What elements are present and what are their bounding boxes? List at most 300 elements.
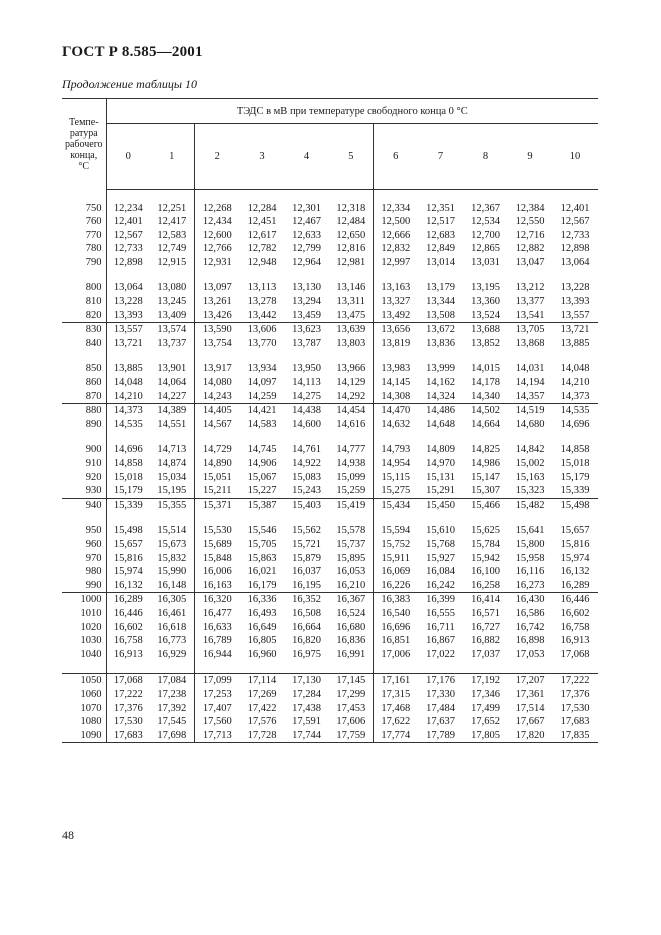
table-row bbox=[62, 621, 598, 635]
emf-value-cell: 13,868 bbox=[515, 337, 545, 349]
emf-value-cell: 15,002 bbox=[515, 458, 545, 469]
column-header: 2 bbox=[194, 124, 240, 190]
emf-value-cell: 14,777 bbox=[336, 444, 366, 456]
emf-value-cell: 12,534 bbox=[471, 216, 500, 228]
emf-value-cell: 15,641 bbox=[515, 525, 545, 537]
emf-value-cell: 13,097 bbox=[194, 281, 240, 295]
emf-value-cell: 12,931 bbox=[194, 256, 240, 270]
emf-value-cell: 14,986 bbox=[471, 458, 500, 469]
emf-value-cell: 17,530 bbox=[560, 702, 590, 714]
corner-line: конца, bbox=[70, 149, 98, 161]
emf-value-cell: 16,320 bbox=[194, 593, 240, 607]
emf-value-cell: 12,567 bbox=[106, 229, 150, 243]
emf-value-cell: 12,766 bbox=[194, 242, 240, 256]
emf-value-cell: 14,405 bbox=[194, 404, 240, 418]
emf-value-cell: 12,268 bbox=[194, 202, 240, 216]
emf-value-cell: 14,373 bbox=[106, 404, 150, 418]
emf-value-cell: 14,227 bbox=[157, 390, 187, 402]
temperature-cell: 840 bbox=[62, 337, 106, 351]
emf-value-cell: 13,393 bbox=[106, 309, 150, 323]
emf-value-cell: 14,048 bbox=[560, 363, 590, 375]
table-row bbox=[62, 362, 598, 376]
emf-value-cell: 16,851 bbox=[373, 634, 418, 648]
emf-value-cell: 12,517 bbox=[426, 216, 455, 228]
temperature-cell: 1090 bbox=[62, 729, 106, 743]
temperature-cell: 830 bbox=[62, 323, 106, 337]
emf-value-cell: 14,954 bbox=[373, 457, 418, 471]
column-header: 10 bbox=[552, 124, 598, 190]
emf-value-cell: 13,819 bbox=[373, 337, 418, 351]
emf-value-cell: 16,461 bbox=[157, 607, 187, 619]
emf-value-cell: 17,759 bbox=[329, 729, 373, 743]
corner-line: °С bbox=[78, 160, 90, 172]
emf-value-cell: 16,242 bbox=[426, 579, 455, 591]
emf-value-cell: 16,100 bbox=[471, 566, 500, 578]
emf-value-cell: 16,820 bbox=[292, 635, 321, 647]
emf-value-cell: 15,371 bbox=[194, 498, 240, 512]
emf-value-cell: 14,438 bbox=[284, 404, 329, 418]
emf-value-cell: 16,383 bbox=[373, 593, 418, 607]
emf-value-cell: 17,053 bbox=[515, 648, 545, 660]
emf-value-cell: 16,727 bbox=[471, 621, 500, 633]
emf-value-cell: 13,393 bbox=[560, 296, 590, 308]
emf-value-cell: 13,999 bbox=[426, 363, 455, 375]
emf-value-cell: 14,210 bbox=[106, 390, 150, 404]
emf-value-cell: 15,291 bbox=[426, 485, 455, 497]
emf-value-cell: 12,997 bbox=[373, 256, 418, 270]
emf-value-cell: 12,733 bbox=[106, 242, 150, 256]
emf-value-cell: 16,540 bbox=[373, 607, 418, 621]
emf-value-cell: 16,805 bbox=[247, 635, 277, 647]
emf-value-cell: 14,535 bbox=[106, 418, 150, 432]
table-row bbox=[62, 390, 598, 404]
emf-value-cell: 16,944 bbox=[194, 648, 240, 662]
table-row bbox=[62, 457, 598, 471]
emf-value-cell: 16,696 bbox=[373, 621, 418, 635]
emf-value-cell: 16,960 bbox=[247, 648, 277, 660]
emf-value-cell: 12,915 bbox=[157, 256, 187, 268]
emf-value-cell: 12,550 bbox=[515, 216, 545, 228]
emf-value-cell: 13,163 bbox=[373, 281, 418, 295]
emf-value-cell: 13,656 bbox=[373, 323, 418, 337]
emf-value-cell: 13,228 bbox=[560, 282, 590, 294]
emf-value-cell: 16,289 bbox=[560, 579, 590, 591]
emf-value-cell: 17,453 bbox=[336, 702, 366, 714]
emf-value-cell: 14,031 bbox=[515, 363, 545, 375]
emf-value-cell: 13,557 bbox=[106, 323, 150, 337]
emf-value-cell: 15,323 bbox=[515, 485, 545, 497]
emf-value-cell: 17,438 bbox=[292, 702, 321, 714]
table-row bbox=[62, 376, 598, 390]
emf-value-cell: 17,068 bbox=[560, 648, 590, 660]
emf-value-cell: 13,852 bbox=[471, 337, 500, 349]
emf-value-cell: 17,376 bbox=[106, 702, 150, 716]
corner-line: ратура bbox=[69, 127, 98, 139]
emf-value-cell: 14,145 bbox=[373, 376, 418, 390]
emf-value-cell: 14,761 bbox=[292, 444, 321, 456]
emf-value-cell: 14,858 bbox=[560, 444, 590, 456]
emf-value-cell: 14,842 bbox=[515, 444, 545, 456]
emf-value-cell: 12,981 bbox=[336, 256, 366, 268]
emf-value-cell: 17,789 bbox=[418, 729, 463, 743]
emf-value-cell: 13,688 bbox=[463, 323, 508, 337]
emf-value-cell: 12,351 bbox=[426, 202, 455, 214]
emf-value-cell: 13,885 bbox=[560, 337, 590, 349]
emf-value-cell: 13,885 bbox=[106, 362, 150, 376]
emf-value-cell: 13,574 bbox=[150, 323, 194, 337]
emf-value-cell: 14,194 bbox=[515, 377, 545, 389]
temperature-cell: 1070 bbox=[62, 702, 106, 716]
emf-value-cell: 13,770 bbox=[247, 337, 277, 349]
emf-value-cell: 17,376 bbox=[560, 688, 590, 700]
emf-value-cell: 16,336 bbox=[240, 593, 284, 607]
emf-value-cell: 13,130 bbox=[292, 282, 321, 294]
emf-value-cell: 17,022 bbox=[426, 648, 455, 660]
emf-value-cell: 14,097 bbox=[247, 377, 277, 389]
temperature-cell: 860 bbox=[62, 376, 106, 390]
emf-value-cell: 15,863 bbox=[247, 552, 277, 564]
emf-value-cell: 16,555 bbox=[426, 607, 455, 619]
emf-value-cell: 15,051 bbox=[194, 471, 240, 485]
emf-value-cell: 16,508 bbox=[292, 607, 321, 619]
emf-value-cell: 16,758 bbox=[106, 634, 150, 648]
emf-value-cell: 13,031 bbox=[471, 256, 500, 268]
emf-value-cell: 14,373 bbox=[560, 390, 590, 402]
emf-value-cell: 13,721 bbox=[106, 337, 150, 351]
emf-value-cell: 15,498 bbox=[106, 524, 150, 538]
emf-value-cell: 16,913 bbox=[106, 648, 150, 662]
emf-value-cell: 15,243 bbox=[292, 485, 321, 497]
emf-value-cell: 14,745 bbox=[247, 444, 277, 456]
emf-value-cell: 12,666 bbox=[373, 229, 418, 243]
emf-value-cell: 16,493 bbox=[247, 607, 277, 619]
temperature-cell: 1000 bbox=[62, 593, 106, 607]
emf-value-cell: 14,129 bbox=[336, 377, 366, 389]
emf-value-cell: 14,809 bbox=[426, 444, 455, 456]
emf-value-cell: 14,519 bbox=[508, 404, 552, 418]
emf-value-cell: 17,161 bbox=[373, 674, 418, 688]
emf-value-cell: 17,728 bbox=[240, 729, 284, 743]
emf-value-cell: 16,414 bbox=[463, 593, 508, 607]
emf-value-cell: 15,816 bbox=[106, 552, 150, 566]
table-row bbox=[62, 674, 598, 688]
emf-value-cell: 13,064 bbox=[106, 281, 150, 295]
emf-value-cell: 12,434 bbox=[194, 215, 240, 229]
column-header: 3 bbox=[240, 124, 284, 190]
emf-value-cell: 17,484 bbox=[426, 702, 455, 714]
emf-value-cell: 17,130 bbox=[284, 674, 329, 688]
emf-value-cell: 14,713 bbox=[157, 444, 187, 456]
emf-value-cell: 17,407 bbox=[194, 702, 240, 716]
emf-value-cell: 15,067 bbox=[247, 471, 277, 483]
emf-value-cell: 12,948 bbox=[247, 256, 277, 268]
table-row bbox=[62, 242, 598, 256]
emf-value-cell: 12,882 bbox=[515, 243, 545, 255]
emf-value-cell: 17,299 bbox=[336, 688, 366, 700]
table-row bbox=[62, 202, 598, 216]
emf-value-cell: 13,475 bbox=[336, 309, 366, 321]
corner-line: Темпе- bbox=[68, 116, 99, 128]
emf-value-cell: 16,226 bbox=[373, 579, 418, 593]
emf-value-cell: 17,222 bbox=[552, 674, 598, 688]
temperature-cell: 1060 bbox=[62, 688, 106, 702]
emf-value-cell: 13,294 bbox=[292, 296, 321, 308]
emf-value-cell: 15,307 bbox=[471, 485, 500, 497]
emf-value-cell: 13,195 bbox=[471, 282, 500, 294]
emf-value-cell: 15,179 bbox=[106, 484, 150, 498]
emf-value-cell: 13,179 bbox=[426, 282, 455, 294]
emf-value-cell: 16,991 bbox=[336, 648, 366, 660]
emf-value-cell: 15,275 bbox=[373, 484, 418, 498]
emf-value-cell: 16,305 bbox=[150, 593, 194, 607]
emf-value-cell: 13,047 bbox=[515, 256, 545, 268]
emf-value-cell: 15,482 bbox=[508, 498, 552, 512]
emf-value-cell: 12,251 bbox=[157, 202, 187, 214]
emf-value-cell: 15,211 bbox=[194, 484, 240, 498]
emf-value-cell: 13,803 bbox=[336, 337, 366, 349]
emf-value-cell: 14,064 bbox=[157, 377, 187, 389]
emf-value-cell: 16,898 bbox=[515, 635, 545, 647]
temperature-cell: 1080 bbox=[62, 715, 106, 729]
emf-value-cell: 15,147 bbox=[471, 471, 500, 483]
emf-value-cell: 14,470 bbox=[373, 404, 418, 418]
emf-value-cell: 15,115 bbox=[373, 471, 418, 485]
emf-value-cell: 16,084 bbox=[426, 566, 455, 578]
emf-value-cell: 16,021 bbox=[247, 566, 277, 578]
emf-value-cell: 15,958 bbox=[515, 552, 545, 564]
emf-value-cell: 14,389 bbox=[150, 404, 194, 418]
emf-value-cell: 12,964 bbox=[292, 256, 321, 268]
emf-span-header: ТЭДС в мВ при температуре свободного конца 0 °С bbox=[106, 99, 598, 124]
emf-value-cell: 14,583 bbox=[247, 418, 277, 430]
page-number: 48 bbox=[62, 828, 74, 842]
emf-value-cell: 13,787 bbox=[292, 337, 321, 349]
emf-value-cell: 12,650 bbox=[336, 229, 366, 241]
emf-value-cell: 17,774 bbox=[373, 729, 418, 743]
emf-value-cell: 15,974 bbox=[560, 552, 590, 564]
emf-value-cell: 17,698 bbox=[150, 729, 194, 743]
emf-value-cell: 15,498 bbox=[552, 498, 598, 512]
temperature-cell: 900 bbox=[62, 443, 106, 457]
emf-value-cell: 13,672 bbox=[418, 323, 463, 337]
table-row bbox=[62, 484, 598, 498]
emf-value-cell: 15,911 bbox=[373, 552, 418, 566]
emf-value-cell: 12,633 bbox=[292, 229, 321, 241]
emf-value-cell: 17,176 bbox=[418, 674, 463, 688]
emf-value-cell: 15,339 bbox=[106, 498, 150, 512]
emf-value-cell: 12,567 bbox=[560, 216, 590, 228]
table-row bbox=[62, 715, 598, 729]
emf-value-cell: 14,648 bbox=[426, 418, 455, 430]
emf-value-cell: 13,409 bbox=[157, 309, 187, 321]
emf-value-cell: 17,683 bbox=[106, 729, 150, 743]
emf-value-cell: 14,340 bbox=[471, 390, 500, 402]
emf-value-cell: 15,752 bbox=[373, 538, 418, 552]
emf-value-cell: 15,530 bbox=[194, 524, 240, 538]
emf-value-cell: 13,950 bbox=[292, 363, 321, 375]
emf-value-cell: 12,849 bbox=[426, 243, 455, 255]
emf-value-cell: 15,018 bbox=[106, 471, 150, 485]
emf-value-cell: 16,132 bbox=[106, 579, 150, 593]
emf-value-cell: 17,068 bbox=[106, 674, 150, 688]
emf-value-cell: 14,015 bbox=[471, 363, 500, 375]
emf-value-cell: 14,874 bbox=[157, 458, 187, 469]
emf-value-cell: 16,975 bbox=[292, 648, 321, 660]
emf-value-cell: 17,084 bbox=[150, 674, 194, 688]
emf-value-cell: 15,083 bbox=[292, 471, 321, 483]
emf-value-cell: 13,917 bbox=[194, 362, 240, 376]
table-row bbox=[62, 498, 598, 512]
emf-value-cell: 16,446 bbox=[552, 593, 598, 607]
column-header: 9 bbox=[508, 124, 552, 190]
temperature-cell: 910 bbox=[62, 457, 106, 471]
emf-value-cell: 15,657 bbox=[560, 525, 590, 537]
table-row bbox=[62, 579, 598, 593]
temperature-cell: 1020 bbox=[62, 621, 106, 635]
emf-value-cell: 17,468 bbox=[373, 702, 418, 716]
emf-value-cell: 15,434 bbox=[373, 498, 418, 512]
emf-value-cell: 16,773 bbox=[157, 635, 187, 647]
emf-value-cell: 16,446 bbox=[106, 607, 150, 621]
emf-value-cell: 15,387 bbox=[240, 498, 284, 512]
emf-value-cell: 16,882 bbox=[471, 635, 500, 647]
emf-value-cell: 13,344 bbox=[426, 296, 455, 308]
table-row bbox=[62, 229, 598, 243]
temperature-cell: 920 bbox=[62, 471, 106, 485]
emf-value-cell: 12,318 bbox=[336, 202, 366, 214]
emf-value-cell: 15,259 bbox=[336, 485, 366, 497]
emf-value-cell: 12,583 bbox=[157, 229, 187, 241]
emf-value-cell: 13,113 bbox=[247, 282, 277, 294]
emf-value-cell: 12,799 bbox=[292, 243, 321, 255]
emf-value-cell: 17,330 bbox=[426, 688, 455, 700]
table-continuation-caption: Продолжение таблицы 10 bbox=[62, 77, 198, 91]
emf-value-cell: 13,064 bbox=[560, 256, 590, 268]
emf-value-cell: 16,711 bbox=[426, 621, 455, 633]
temperature-cell: 980 bbox=[62, 565, 106, 579]
table-row bbox=[62, 648, 598, 662]
emf-value-cell: 14,275 bbox=[292, 390, 321, 402]
emf-value-cell: 15,610 bbox=[426, 525, 455, 537]
emf-value-cell: 14,793 bbox=[373, 443, 418, 457]
emf-value-cell: 15,034 bbox=[157, 471, 187, 483]
emf-value-cell: 14,664 bbox=[471, 418, 500, 430]
emf-value-cell: 15,466 bbox=[463, 498, 508, 512]
temperature-cell: 750 bbox=[62, 202, 106, 216]
emf-value-cell: 12,334 bbox=[373, 202, 418, 216]
table-row bbox=[62, 593, 598, 607]
emf-value-cell: 15,546 bbox=[247, 525, 277, 537]
emf-value-cell: 17,099 bbox=[194, 674, 240, 688]
emf-value-cell: 15,163 bbox=[515, 471, 545, 483]
emf-value-cell: 13,442 bbox=[247, 309, 277, 321]
emf-value-cell: 13,459 bbox=[292, 309, 321, 321]
emf-value-cell: 17,192 bbox=[463, 674, 508, 688]
temperature-cell: 1050 bbox=[62, 674, 106, 688]
emf-value-cell: 14,600 bbox=[292, 418, 321, 430]
emf-value-cell: 17,499 bbox=[471, 702, 500, 714]
emf-value-cell: 13,524 bbox=[471, 309, 500, 321]
emf-value-cell: 12,716 bbox=[515, 229, 545, 241]
emf-value-cell: 14,632 bbox=[373, 418, 418, 432]
document-header: ГОСТ Р 8.585—2001 bbox=[62, 44, 203, 60]
emf-value-cell: 16,586 bbox=[515, 607, 545, 619]
emf-value-cell: 13,606 bbox=[240, 323, 284, 337]
emf-value-cell: 15,990 bbox=[157, 566, 187, 578]
emf-value-cell: 16,069 bbox=[373, 565, 418, 579]
emf-value-cell: 16,273 bbox=[515, 579, 545, 591]
emf-value-cell: 14,890 bbox=[194, 457, 240, 471]
emf-value-cell: 13,261 bbox=[194, 295, 240, 309]
emf-value-cell: 13,623 bbox=[284, 323, 329, 337]
emf-value-cell: 17,006 bbox=[373, 648, 418, 662]
emf-value-cell: 13,080 bbox=[157, 282, 187, 294]
table-row bbox=[62, 309, 598, 323]
emf-value-cell: 15,974 bbox=[106, 565, 150, 579]
emf-value-cell: 12,600 bbox=[194, 229, 240, 243]
emf-value-cell: 15,625 bbox=[471, 525, 500, 537]
emf-value-cell: 15,355 bbox=[150, 498, 194, 512]
emf-value-cell: 14,210 bbox=[560, 377, 590, 389]
emf-value-cell: 12,733 bbox=[560, 229, 590, 241]
emf-value-cell: 15,705 bbox=[247, 538, 277, 550]
emf-value-cell: 17,361 bbox=[515, 688, 545, 700]
temperature-cell: 1010 bbox=[62, 607, 106, 621]
table-row bbox=[62, 281, 598, 295]
table-row bbox=[62, 323, 598, 337]
emf-value-cell: 14,113 bbox=[292, 377, 321, 389]
table-row bbox=[62, 552, 598, 566]
emf-value-cell: 16,618 bbox=[157, 621, 187, 633]
emf-value-cell: 13,360 bbox=[471, 296, 500, 308]
emf-value-cell: 15,689 bbox=[194, 538, 240, 552]
emf-value-cell: 14,292 bbox=[336, 390, 366, 402]
emf-value-cell: 13,492 bbox=[373, 309, 418, 323]
emf-value-cell: 16,742 bbox=[515, 621, 545, 633]
emf-value-cell: 15,403 bbox=[284, 498, 329, 512]
emf-value-cell: 16,053 bbox=[336, 566, 366, 578]
table-row bbox=[62, 418, 598, 432]
emf-value-cell: 15,721 bbox=[292, 538, 321, 550]
emf-value-cell: 12,700 bbox=[471, 229, 500, 241]
emf-value-cell: 13,228 bbox=[106, 295, 150, 309]
emf-value-cell: 14,922 bbox=[292, 458, 321, 469]
emf-value-cell: 12,384 bbox=[515, 202, 545, 214]
emf-value-cell: 17,315 bbox=[373, 688, 418, 702]
emf-value-cell: 17,591 bbox=[292, 716, 321, 728]
emf-value-cell: 13,705 bbox=[508, 323, 552, 337]
emf-value-cell: 16,430 bbox=[508, 593, 552, 607]
emf-value-cell: 17,037 bbox=[471, 648, 500, 660]
emf-value-cell: 17,560 bbox=[194, 715, 240, 729]
emf-value-cell: 14,825 bbox=[471, 444, 500, 456]
emf-value-cell: 17,114 bbox=[240, 674, 284, 688]
column-header: 0 bbox=[106, 124, 150, 190]
emf-value-cell: 15,419 bbox=[329, 498, 373, 512]
emf-value-cell: 17,238 bbox=[157, 688, 187, 700]
emf-value-cell: 14,162 bbox=[426, 377, 455, 389]
emf-value-cell: 13,245 bbox=[157, 296, 187, 308]
emf-value-cell: 17,346 bbox=[471, 688, 500, 700]
emf-value-cell: 12,401 bbox=[560, 202, 590, 214]
column-header: 6 bbox=[373, 124, 418, 190]
emf-value-cell: 14,178 bbox=[471, 377, 500, 389]
emf-value-cell: 15,895 bbox=[336, 552, 366, 564]
emf-value-cell: 16,602 bbox=[560, 607, 590, 619]
emf-value-cell: 15,737 bbox=[336, 538, 366, 550]
emf-value-cell: 12,816 bbox=[336, 243, 366, 255]
emf-value-cell: 17,253 bbox=[194, 688, 240, 702]
